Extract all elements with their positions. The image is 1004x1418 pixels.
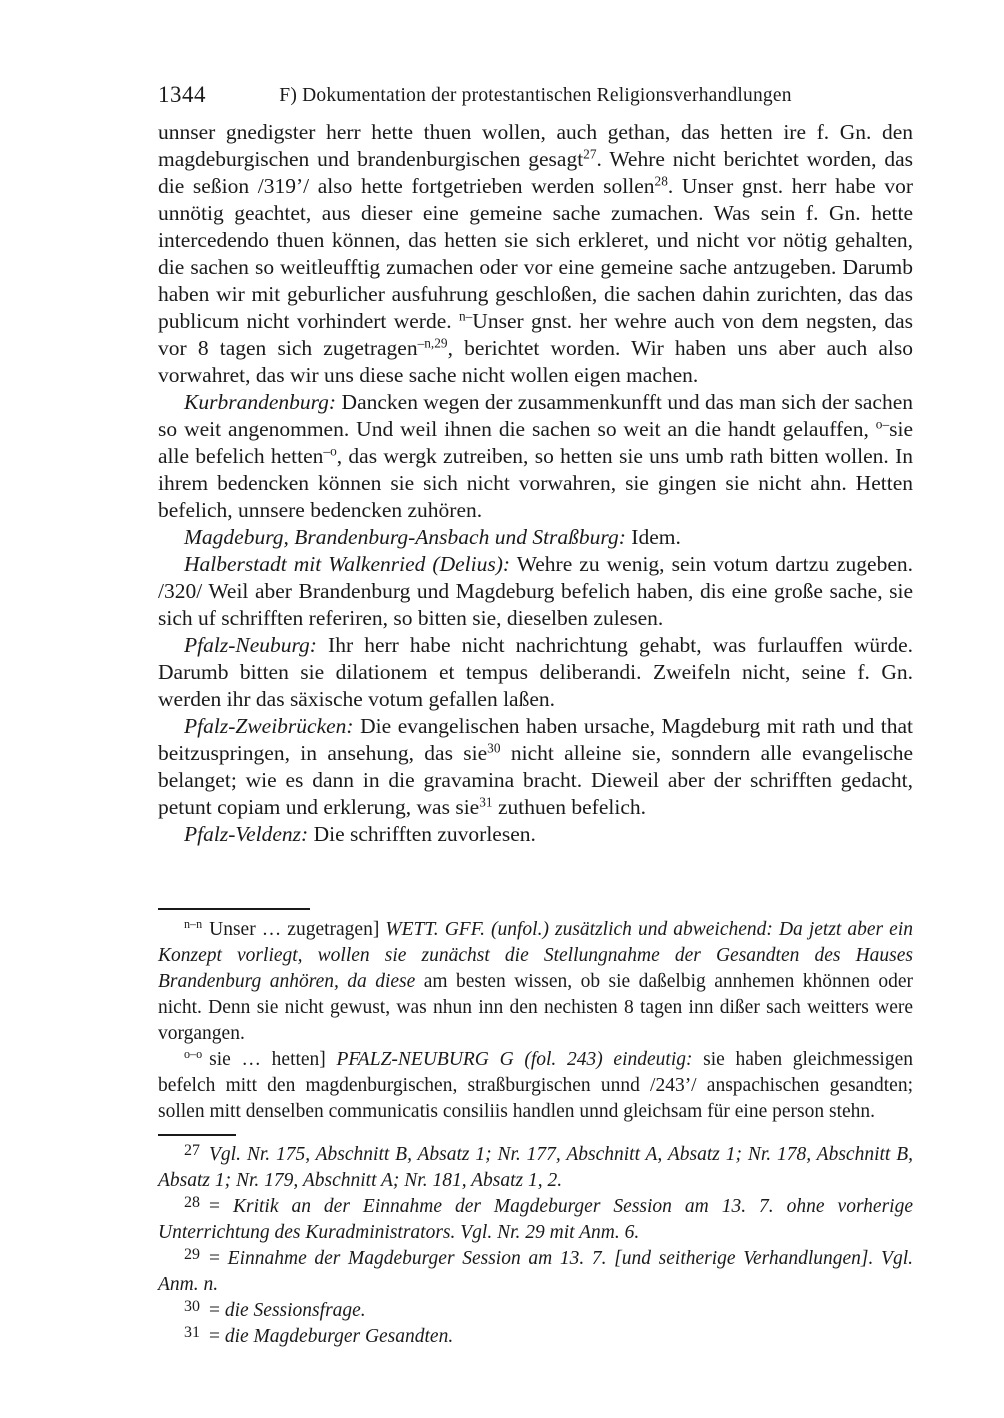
text-run: , berichtet worden. Wir haben uns aber auch also vorwahret, das wir uns diese sache nicht wollen eigen machen. <box>158 336 913 387</box>
paragraph <box>158 713 913 821</box>
footnote-number: 31 <box>184 1324 200 1342</box>
italic-run: Einnahme der Magdeburger Session am 13. 7. [und seitherige Verhandlungen]. Vgl. Anm. n. <box>158 1248 914 1295</box>
text-critical-notes <box>158 917 913 1125</box>
italic-run: PFALZ-NEUBURG G (fol. 243) eindeutig: <box>336 1049 693 1070</box>
note-reference: –o <box>323 443 337 459</box>
running-header-title: F) Dokumentation der protestantischen Religionsverhandlungen <box>279 85 792 106</box>
paragraph <box>158 389 913 524</box>
italic-run: Magdeburg, Brandenburg-Ansbach und Straßburg: <box>184 525 626 549</box>
running-head <box>158 82 913 108</box>
text-run: = <box>208 1196 233 1217</box>
apparatus-note-marker: o–o <box>184 1047 203 1062</box>
footnote <box>158 1246 913 1298</box>
note-reference: o– <box>875 416 890 432</box>
footnote <box>158 1298 913 1324</box>
text-run: Die schrifften zuvorlesen. <box>308 822 536 846</box>
text-run: = <box>208 1326 225 1347</box>
text-run: . Unser gnst. herr habe vor unnötig geachtet, aus dieser eine gemeine sache zumachen. Was sein f. Gn. hette intercedendo thuen können, das hetten sie sich erkleret, und nicht vor nötig gehalten, die sachen so weitleufftig zumachen oder vor eine gemeine sache antzugeben. Darumb haben wir mit geburlicher ausfuhrung geschloßen, die sachen dahin zurichten, das das publicum nicht vorhindert werde. <box>158 174 914 333</box>
footnote <box>158 1142 913 1194</box>
apparatus-section <box>158 908 913 1350</box>
text-run: . Wehre nicht berichtet worden, das die seßion /319’/ also hette fortgetrieben werden sollen <box>158 147 914 198</box>
paragraph <box>158 821 913 848</box>
italic-run: Kritik an der Einnahme der Magdeburger Session am 13. 7. ohne vorherige Unterrichtung des Kuradministrators. Vgl. Nr. 29 mit Anm. 6. <box>158 1196 913 1243</box>
text-run: Die evangelischen haben ursache, Magdeburg mit rath und that beitzuspringen, in ansehung, das sie <box>158 714 913 765</box>
footnote-number: 28 <box>184 1194 200 1212</box>
text-run: nicht alleine sie, sonndern alle evangelische belanget; wie es dann in die gravamina bracht. Dieweil aber der schrifften gedacht, petunt copiam und erklerung, was sie <box>158 741 913 819</box>
note-reference: n– <box>458 308 473 324</box>
text-run: zuthuen befelich. <box>492 795 646 819</box>
footnote-separator-rule <box>158 1134 236 1136</box>
note-reference: 30 <box>487 740 501 756</box>
italic-run: Pfalz-Zweibrücken: <box>184 714 354 738</box>
text-run: Dancken wegen der zusammenkunfft und das man sich der sachen so weit angenommen. Und weil ihnen die sachen so weit an die handt gelauffen, <box>158 390 913 441</box>
text-run: unnser gnedigster herr hette thuen wollen, auch gethan, das hetten ire f. Gn. den magdeburgischen und brandenburgischen gesagt <box>158 120 913 171</box>
footnote-number: 29 <box>184 1246 200 1264</box>
italic-run: Pfalz-Neuburg: <box>184 633 317 657</box>
text-run: Wehre zu wenig, sein votum dartzu zugeben. /320/ Weil aber Brandenburg und Magdeburg befelich haben, dis eine große sache, sie sich uf schrifften referiren, so bitten sie, dieselben zulesen. <box>158 552 913 630</box>
text-run: sie haben gleichmessigen befelch mitt den magdenburgischen, straßburgischen unnd /243’/ anspachischen gesandten; sollen mitt denselben communicatis consiliis handlen unnd gleichsam für eine person stehn. <box>158 1049 913 1122</box>
page-number: 1344 <box>158 82 206 107</box>
text-run: Ihr herr habe nicht nachrichtung gehabt, was furlauffen würde. Darumb bitten sie dilationem et tempus deliberandi. Zweifeln nicht, seine f. Gn. werden ihr das säxische votum gefallen laßen. <box>158 633 913 711</box>
apparatus-note-marker: n–n <box>184 917 203 932</box>
note-reference: 27 <box>583 146 597 162</box>
footnote <box>158 1194 913 1246</box>
text-run: Unser … zugetragen] <box>209 919 386 940</box>
text-run: = <box>208 1248 228 1269</box>
paragraph <box>158 524 913 551</box>
footnote-number: 27 <box>184 1142 200 1160</box>
text-run: Unser gnst. her wehre auch von dem negsten, das vor 8 tagen sich zugetragen <box>158 309 913 360</box>
paragraph <box>158 551 913 632</box>
italic-run: Halberstadt mit Walkenried (Delius): <box>184 552 511 576</box>
note-reference: –n,29 <box>417 335 448 351</box>
paragraph <box>158 119 913 389</box>
main-text-block <box>158 119 913 848</box>
text-run: Idem. <box>625 525 681 549</box>
italic-run: WETT. GFF. (unfol.) zusätzlich und abweichend: Da jetzt aber ein Konzept vorliegt, wollen sie zunächst die Stellungnahme der Gesandten des Hauses Brandenburg anhören, da diese <box>158 919 913 992</box>
italic-run: die Magdeburger Gesandten. <box>224 1326 454 1347</box>
footnote-number: 30 <box>184 1298 200 1316</box>
apparatus-note <box>158 917 913 1047</box>
italic-run: Kurbrandenburg: <box>184 390 337 414</box>
italic-run: Pfalz-Veldenz: <box>184 822 309 846</box>
apparatus-separator-rule <box>158 908 310 910</box>
text-run: = <box>208 1300 225 1321</box>
italic-run: die Sessionsfrage. <box>224 1300 366 1321</box>
footnote <box>158 1324 913 1350</box>
text-run: sie … hetten] <box>209 1049 337 1070</box>
text-run: sie alle befelich hetten <box>158 417 913 468</box>
apparatus-note <box>158 1047 913 1125</box>
italic-run: Vgl. Nr. 175, Abschnitt B, Absatz 1; Nr. 177, Abschnitt A, Absatz 1; Nr. 178, Abschnitt B, Absatz 1; Nr. 179, Abschnitt A; Nr. 181, Absatz 1, 2. <box>158 1144 913 1191</box>
numbered-footnotes <box>158 1142 913 1350</box>
text-run: , das wergk zutreiben, so hetten sie uns umb rath bitten wollen. In ihrem bedencken können sie sich nicht vorwahren, sie gingen sie nicht ahn. Hetten befelich, unnsere bedencken zuhören. <box>158 444 913 522</box>
note-reference: 28 <box>654 173 668 189</box>
paragraph <box>158 632 913 713</box>
note-reference: 31 <box>479 794 493 810</box>
text-run: am besten wissen, ob sie daßelbig annhemen khönnen oder nicht. Denn sie nicht gewust, was nhun inn den nechisten 8 tagen inn dißer sach weitters were vorgangen. <box>158 971 913 1044</box>
